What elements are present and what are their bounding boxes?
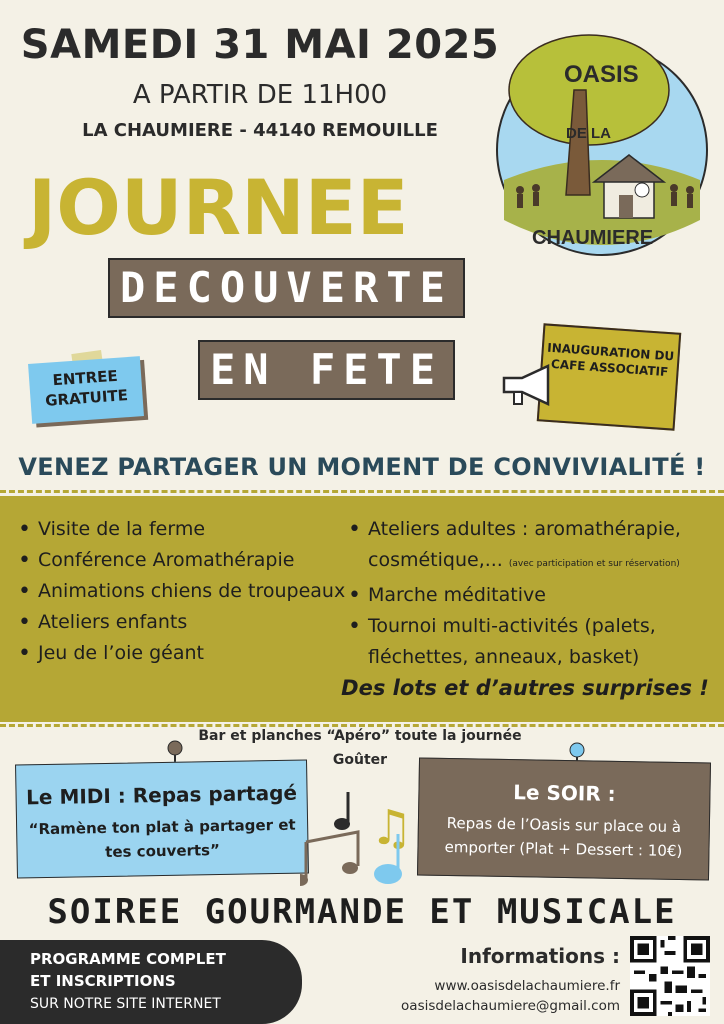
event-place: LA CHAUMIERE - 44140 REMOUILLE — [82, 120, 438, 141]
midi-card — [15, 759, 309, 878]
tagline: VENEZ PARTAGER UN MOMENT DE CONVIVIALITÉ ! — [18, 453, 706, 481]
bar-text: Bar et planches “Apéro” toute la journée — [198, 728, 522, 744]
inauguration-badge — [537, 323, 682, 430]
activities-right-list — [346, 514, 718, 673]
list-item: • Tournoi multi-activités (palets, fléchettes, anneaux, basket) — [346, 611, 718, 673]
midi-title: Le MIDI : Repas partagé — [25, 780, 298, 810]
title-fete-text: EN FETE — [198, 340, 455, 400]
program-line2: ET INSCRIPTIONS — [30, 972, 176, 990]
email-link[interactable]: oasisdelachaumiere@gmail.com — [401, 998, 620, 1014]
title-decouverte — [108, 258, 467, 320]
logo-middle-text: DE LA — [566, 125, 611, 142]
program-line1: PROGRAMME COMPLET — [30, 950, 226, 968]
logo-top-text: OASIS — [564, 61, 639, 88]
soir-card — [417, 757, 711, 880]
website-link[interactable]: www.oasisdelachaumiere.fr — [434, 978, 620, 994]
oasis-logo — [494, 20, 709, 270]
list-item: • Marche méditative — [346, 580, 718, 611]
title-en-fete — [198, 340, 457, 402]
list-item: • Animations chiens de troupeaux — [16, 576, 346, 607]
soir-title: Le SOIR : — [513, 780, 616, 806]
program-line3: SUR NOTRE SITE INTERNET — [30, 996, 221, 1012]
list-item: • Jeu de l’oie géant — [16, 638, 346, 669]
info-title: Informations : — [460, 944, 620, 968]
event-time: A PARTIR DE 11H00 — [132, 80, 388, 110]
midi-text: “Ramène ton plat à partager et tes couverts” — [28, 815, 296, 861]
gouter-text: Goûter — [332, 752, 388, 768]
list-item: • Conférence Aromathérapie — [16, 545, 346, 576]
program-box — [0, 940, 302, 1024]
free-entry-text: ENTREE GRATUITE — [44, 366, 129, 410]
logo-bottom-text: CHAUMIERE — [532, 227, 654, 249]
title-journee — [28, 160, 478, 260]
title-decouverte-text: DECOUVERTE — [108, 258, 465, 318]
soir-text: Repas de l’Oasis sur place ou à emporter (Plat + Dessert : 10€) — [444, 813, 683, 861]
megaphone-icon — [500, 362, 556, 408]
list-item — [346, 514, 718, 580]
treble-clef-icon: ♫ — [370, 800, 414, 856]
music-notes-icon — [300, 782, 430, 892]
list-item: • Ateliers enfants — [16, 607, 346, 638]
list-item: • Visite de la ferme — [16, 514, 346, 545]
qr-code[interactable] — [630, 936, 710, 1016]
surprise-text: Des lots et d’autres surprises ! — [341, 676, 709, 700]
title-journee-text: JOURNEE — [28, 163, 409, 252]
event-date: SAMEDI 31 MAI 2025 — [20, 22, 500, 68]
list-item-note: (avec participation et sur réservation) — [508, 559, 680, 569]
free-entry-badge — [28, 356, 144, 424]
inauguration-text: INAUGURATION DU CAFE ASSOCIATIF — [546, 340, 675, 380]
soiree-banner: SOIREE GOURMANDE ET MUSICALE — [47, 892, 677, 932]
activities-left-list — [16, 514, 346, 669]
list-item-text: Ateliers adultes : aromathérapie, cosmétique,... — [368, 518, 681, 571]
